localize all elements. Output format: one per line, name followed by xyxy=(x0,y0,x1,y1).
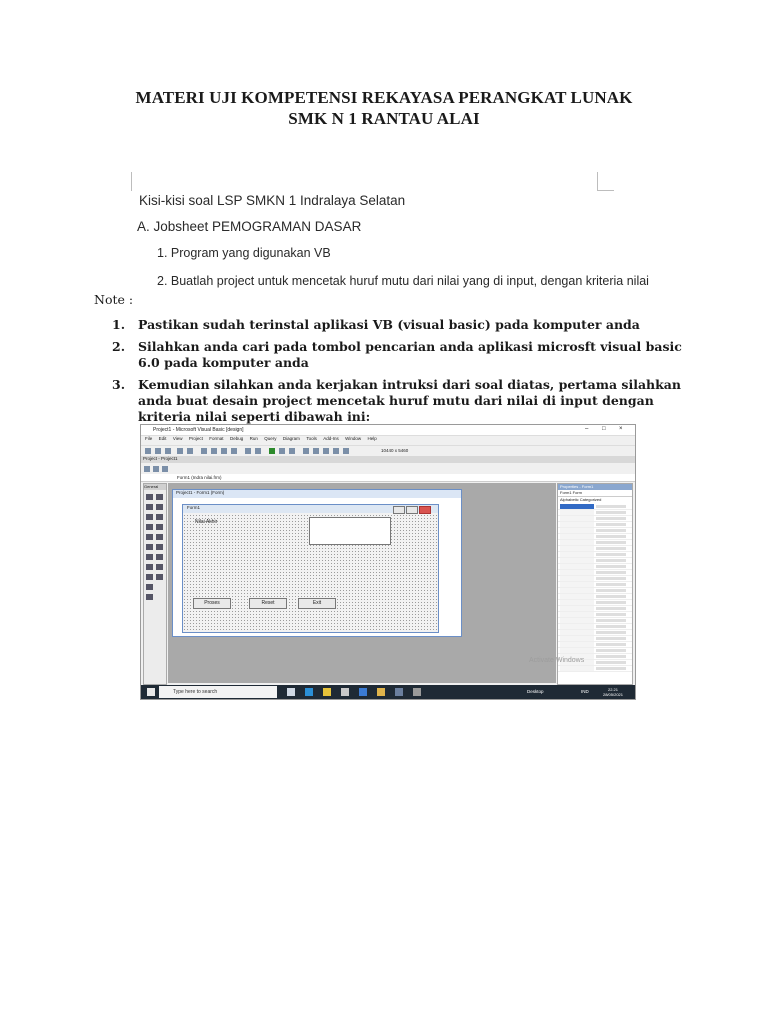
activate-windows-watermark: Activate Windows xyxy=(529,657,585,664)
property-name-cell xyxy=(560,612,594,617)
property-value-cell[interactable] xyxy=(596,667,626,670)
maximize-icon[interactable]: □ xyxy=(602,426,606,432)
properties-title: Properties - Form1 xyxy=(558,484,632,490)
embedded-heading: Kisi-kisi soal LSP SMKN 1 Indralaya Selatan xyxy=(139,193,406,208)
property-value-cell[interactable] xyxy=(596,505,626,508)
property-name-cell xyxy=(560,564,594,569)
property-value-cell[interactable] xyxy=(596,655,626,658)
property-value-cell[interactable] xyxy=(596,637,626,640)
drivelistbox-tool-icon[interactable] xyxy=(156,554,163,560)
property-name-cell xyxy=(560,510,594,515)
nilai-akhir-label[interactable]: Nilai Akhir xyxy=(195,519,218,525)
embedded-section: A. Jobsheet PEMOGRAMAN DASAR xyxy=(137,219,362,234)
menu-tools[interactable]: Tools xyxy=(306,436,317,441)
size-readout: 10440 x 5460 xyxy=(381,448,409,453)
form-maximize-icon[interactable] xyxy=(406,506,418,514)
toolbox-label: General xyxy=(144,484,159,489)
property-name-cell xyxy=(560,546,594,551)
copy-icon[interactable] xyxy=(211,448,217,454)
property-name-cell xyxy=(560,636,594,641)
crop-mark-right-horizontal xyxy=(597,190,614,191)
data-tool-icon[interactable] xyxy=(146,594,153,600)
edge-icon[interactable] xyxy=(305,688,313,696)
property-value-cell[interactable] xyxy=(596,583,626,586)
form1-design[interactable] xyxy=(182,504,439,633)
clock-date: 28/05/2021 xyxy=(602,692,623,697)
property-name-cell xyxy=(560,528,594,533)
chrome-icon[interactable] xyxy=(323,688,331,696)
step-text: Pastikan sudah terinstal aplikasi VB (visual basic) pada komputer anda xyxy=(138,317,640,332)
pause-icon[interactable] xyxy=(279,448,285,454)
properties-window-icon[interactable] xyxy=(313,448,319,454)
property-value-cell[interactable] xyxy=(596,607,626,610)
reset-button[interactable]: Reset xyxy=(249,598,287,609)
view-code-icon[interactable] xyxy=(144,466,150,472)
step-item xyxy=(112,317,682,333)
stop-icon[interactable] xyxy=(289,448,295,454)
property-name-cell xyxy=(560,558,594,563)
menu-addins[interactable]: Add-Ins xyxy=(323,436,339,441)
property-name-cell xyxy=(560,576,594,581)
cut-icon[interactable] xyxy=(201,448,207,454)
menu-run[interactable]: Run xyxy=(249,436,258,441)
menu-debug[interactable]: Debug xyxy=(229,436,244,441)
store-icon[interactable] xyxy=(341,688,349,696)
step-item xyxy=(112,377,682,425)
properties-tabs[interactable]: Alphabetic Categorized xyxy=(560,497,602,502)
timer-tool-icon[interactable] xyxy=(146,554,153,560)
property-value-cell[interactable] xyxy=(596,541,626,544)
property-value-cell[interactable] xyxy=(596,547,626,550)
tree-item-form1[interactable]: Form1 (Indra nilai.frm) xyxy=(177,475,222,480)
property-row[interactable] xyxy=(558,666,632,672)
property-value-cell[interactable] xyxy=(596,619,626,622)
label-tool-icon[interactable] xyxy=(146,504,153,510)
menu-format[interactable]: Format xyxy=(209,436,224,441)
property-value-cell[interactable] xyxy=(596,559,626,562)
property-value-cell[interactable] xyxy=(596,535,626,538)
project-explorer-title: Project - Project1 xyxy=(143,456,178,461)
property-name-cell xyxy=(560,552,594,557)
explorer-icon[interactable] xyxy=(377,688,385,696)
dirlistbox-tool-icon[interactable] xyxy=(146,564,153,570)
line-tool-icon[interactable] xyxy=(156,574,163,580)
nilai-textbox[interactable] xyxy=(309,517,391,545)
vscrollbar-tool-icon[interactable] xyxy=(156,544,163,550)
add-form-icon[interactable] xyxy=(155,448,161,454)
property-value-cell[interactable] xyxy=(596,601,626,604)
listbox-tool-icon[interactable] xyxy=(156,534,163,540)
form1-title xyxy=(183,505,438,513)
property-name-cell xyxy=(560,588,594,593)
add-project-icon[interactable] xyxy=(145,448,151,454)
note-label: Note : xyxy=(94,292,134,307)
optionbutton-tool-icon[interactable] xyxy=(156,524,163,530)
property-value-cell[interactable] xyxy=(596,565,626,568)
toolbox-icon[interactable] xyxy=(343,448,349,454)
menu-help[interactable]: Help xyxy=(367,436,377,441)
close-icon[interactable]: × xyxy=(619,426,623,432)
proses-button[interactable]: Proses xyxy=(193,598,231,609)
property-name-cell xyxy=(560,630,594,635)
property-value-cell[interactable] xyxy=(596,553,626,556)
task-view-icon[interactable] xyxy=(287,688,295,696)
property-name-cell xyxy=(560,600,594,605)
pointer-tool-icon[interactable] xyxy=(146,494,153,500)
language-indicator[interactable]: IND xyxy=(581,689,589,694)
commandbutton-tool-icon[interactable] xyxy=(156,514,163,520)
property-value-cell[interactable] xyxy=(596,571,626,574)
property-value-cell[interactable] xyxy=(596,661,626,664)
embedded-item-1: 1. Program yang digunakan VB xyxy=(157,246,331,260)
textbox-tool-icon[interactable] xyxy=(156,504,163,510)
property-name-cell xyxy=(560,618,594,623)
property-value-cell[interactable] xyxy=(596,511,626,514)
run-icon[interactable] xyxy=(269,448,275,454)
property-value-cell[interactable] xyxy=(596,649,626,652)
vb-ide-screenshot xyxy=(140,424,636,700)
vb-window-title: Project1 - Microsoft Visual Basic [design] xyxy=(153,427,244,433)
properties-object-combo[interactable]: Form1 Form xyxy=(558,490,632,497)
undo-icon[interactable] xyxy=(245,448,251,454)
properties-panel xyxy=(557,483,633,685)
paste-icon[interactable] xyxy=(221,448,227,454)
image-tool-icon[interactable] xyxy=(146,584,153,590)
embedded-item-2: 2. Buatlah project untuk mencetak huruf mutu dari nilai yang di input, dengan kriteria nilai xyxy=(157,274,649,288)
form-close-icon[interactable] xyxy=(419,506,431,514)
property-value-cell[interactable] xyxy=(596,631,626,634)
find-icon[interactable] xyxy=(231,448,237,454)
checkbox-tool-icon[interactable] xyxy=(146,524,153,530)
toolbox-panel xyxy=(143,483,167,685)
desktop-label[interactable]: Desktop xyxy=(527,689,544,694)
picturebox-tool-icon[interactable] xyxy=(156,494,163,500)
project-explorer-icon[interactable] xyxy=(303,448,309,454)
shape-tool-icon[interactable] xyxy=(146,574,153,580)
document-title-line1: MATERI UJI KOMPETENSI REKAYASA PERANGKAT LUNAK xyxy=(135,88,633,107)
toolbox-header xyxy=(144,484,166,490)
property-name-cell xyxy=(560,534,594,539)
step-item xyxy=(112,339,682,371)
property-name-cell xyxy=(560,648,594,653)
windows-taskbar xyxy=(141,685,635,699)
menu-editor-icon[interactable] xyxy=(165,448,171,454)
property-name-cell xyxy=(560,516,594,521)
view-object-icon[interactable] xyxy=(153,466,159,472)
property-value-cell[interactable] xyxy=(596,517,626,520)
property-name-cell xyxy=(560,594,594,599)
form-designer-area xyxy=(168,483,556,683)
property-name-cell xyxy=(560,582,594,587)
taskbar-clock[interactable] xyxy=(603,687,623,697)
property-value-cell[interactable] xyxy=(596,577,626,580)
project-tree xyxy=(141,474,635,482)
form-layout-icon[interactable] xyxy=(323,448,329,454)
menu-window[interactable]: Window xyxy=(345,436,362,441)
form-designer-title: Project1 - Form1 (Form) xyxy=(173,490,461,498)
property-value-cell[interactable] xyxy=(596,595,626,598)
mail-icon[interactable] xyxy=(359,688,367,696)
project-explorer-buttons xyxy=(141,464,635,474)
crop-mark-left-vertical xyxy=(131,172,132,191)
property-name-cell xyxy=(560,540,594,545)
property-value-cell[interactable] xyxy=(596,589,626,592)
frame-tool-icon[interactable] xyxy=(146,514,153,520)
step-number: 2. xyxy=(112,339,126,354)
object-browser-icon[interactable] xyxy=(333,448,339,454)
minimize-icon[interactable]: – xyxy=(585,426,589,432)
vb-taskbar-icon[interactable] xyxy=(395,688,403,696)
property-name-cell xyxy=(560,606,594,611)
vb-title-bar xyxy=(141,425,635,436)
open-icon[interactable] xyxy=(177,448,183,454)
step-number: 1. xyxy=(112,317,126,332)
start-icon[interactable] xyxy=(147,688,155,696)
property-name-cell xyxy=(560,666,594,671)
app-taskbar-icon[interactable] xyxy=(413,688,421,696)
property-value-cell[interactable] xyxy=(596,523,626,526)
hscrollbar-tool-icon[interactable] xyxy=(146,544,153,550)
step-text: Kemudian silahkan anda kerjakan intruksi dari soal diatas, pertama silahkan anda buat desain project mencetak huruf mutu dari nilai di input dengan kriteria nilai seperti dibawah ini: xyxy=(138,377,681,424)
menu-edit[interactable]: Edit xyxy=(158,436,167,441)
menu-diagram[interactable]: Diagram xyxy=(282,436,300,441)
toggle-folders-icon[interactable] xyxy=(162,466,168,472)
crop-mark-right-vertical xyxy=(597,172,598,191)
vb-menu-bar xyxy=(141,436,635,444)
property-name-cell xyxy=(560,624,594,629)
steps-list xyxy=(112,317,682,431)
form-minimize-icon[interactable] xyxy=(393,506,405,514)
redo-icon[interactable] xyxy=(255,448,261,454)
menu-query[interactable]: Query xyxy=(264,436,277,441)
form1-title-text: Form1 xyxy=(187,505,201,510)
property-name-cell xyxy=(560,504,594,509)
clock-time: 22.21 xyxy=(607,687,618,692)
save-icon[interactable] xyxy=(187,448,193,454)
menu-view[interactable]: View xyxy=(172,436,183,441)
property-value-cell[interactable] xyxy=(596,625,626,628)
project-explorer-bar xyxy=(141,456,635,463)
taskbar-search[interactable]: Type here to search xyxy=(159,686,277,698)
menu-file[interactable]: File xyxy=(145,436,153,441)
property-value-cell[interactable] xyxy=(596,643,626,646)
filelistbox-tool-icon[interactable] xyxy=(156,564,163,570)
step-text: Silahkan anda cari pada tombol pencarian anda aplikasi microsft visual basic 6.0 pada komputer anda xyxy=(138,339,682,370)
step-number: 3. xyxy=(112,377,126,392)
exit-button[interactable]: Exit xyxy=(298,598,336,609)
document-title-line2: SMK N 1 RANTAU ALAI xyxy=(288,109,480,128)
property-value-cell[interactable] xyxy=(596,529,626,532)
property-name-cell xyxy=(560,570,594,575)
property-value-cell[interactable] xyxy=(596,613,626,616)
menu-project[interactable]: Project xyxy=(188,436,203,441)
property-name-cell xyxy=(560,642,594,647)
property-name-cell xyxy=(560,522,594,527)
combobox-tool-icon[interactable] xyxy=(146,534,153,540)
